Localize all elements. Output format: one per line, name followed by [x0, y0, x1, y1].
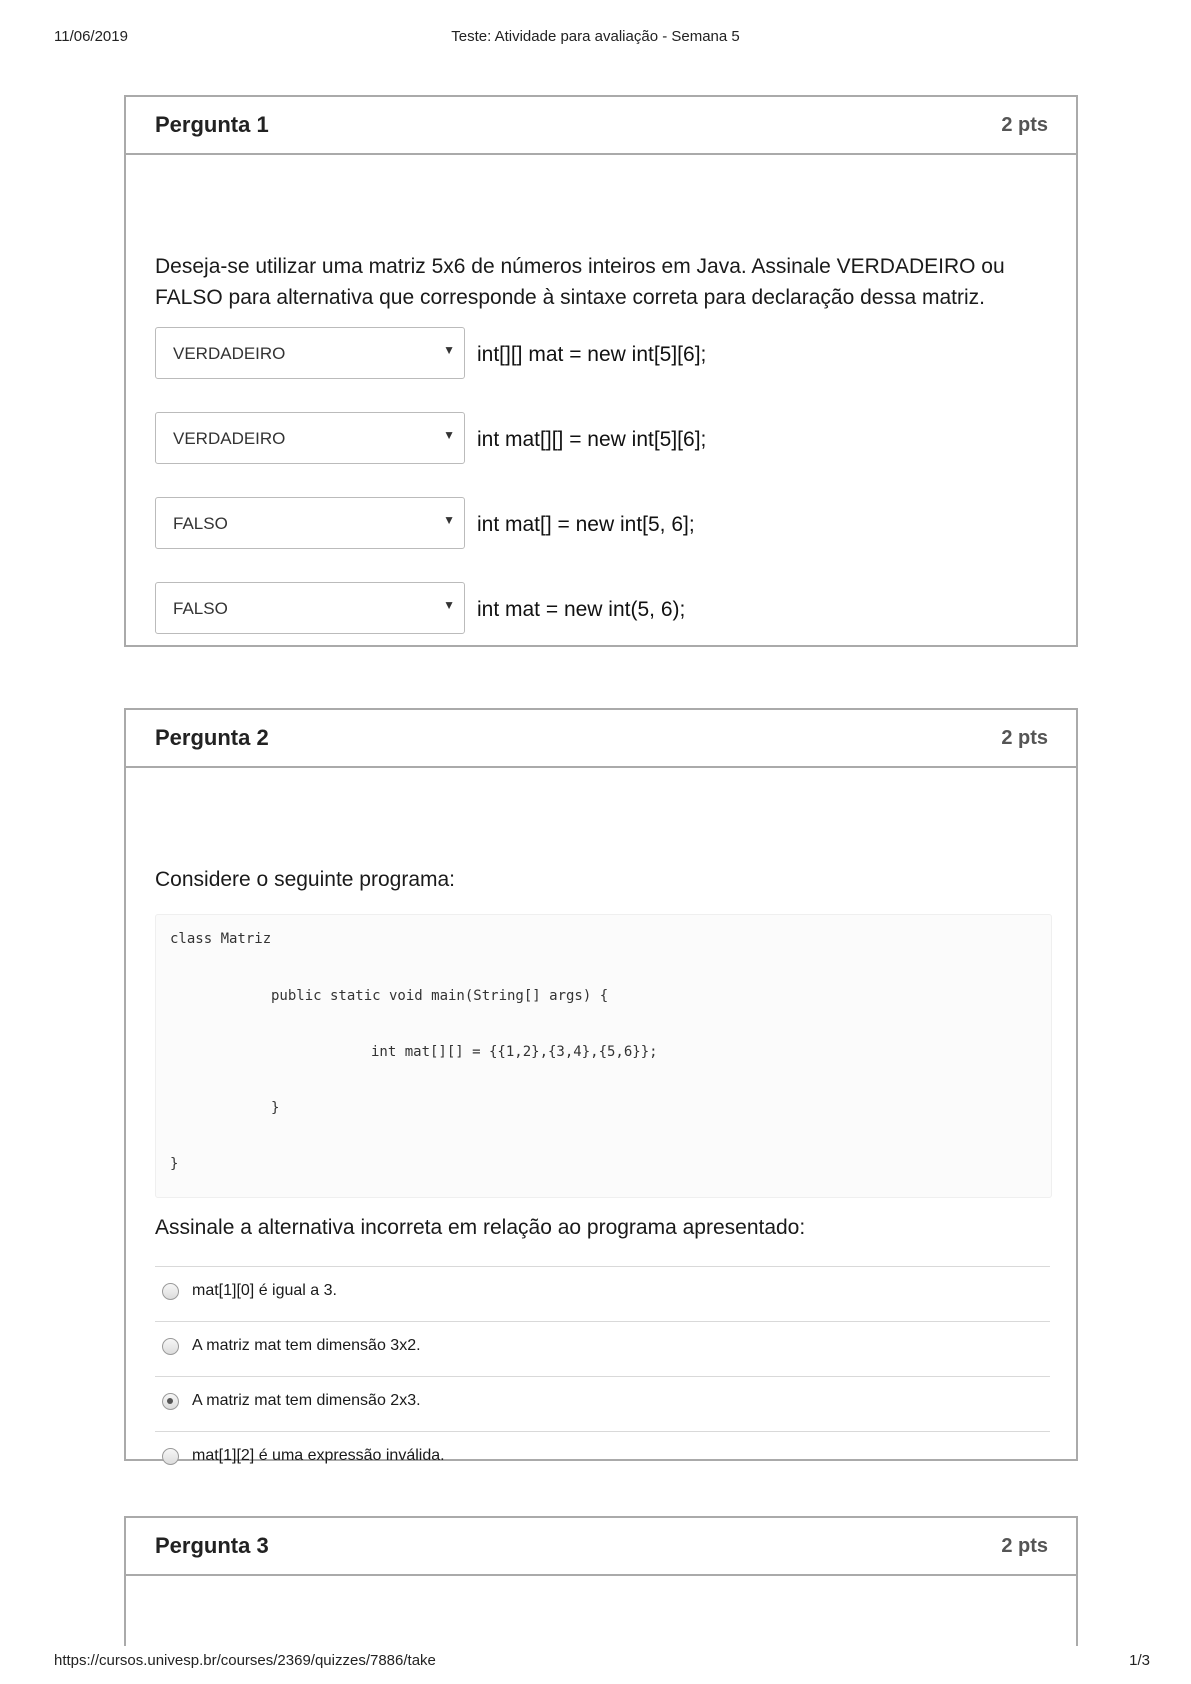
question-1-text-line-2: FALSO para alternativa que corresponde à sintaxe correta para declaração dessa matriz.: [155, 286, 985, 309]
question-1-title: Pergunta 1: [155, 112, 269, 137]
question-3-header: [126, 1518, 1076, 1576]
answer-option-4[interactable]: [155, 1431, 1050, 1486]
print-header: [0, 28, 1191, 52]
question-2: [124, 708, 1078, 1464]
print-date: 11/06/2019: [54, 28, 128, 45]
question-1-text: [155, 251, 1055, 313]
answer-option-3-label: A matriz mat tem dimensão 2x3.: [192, 1392, 421, 1409]
code-line-5: }: [170, 1156, 179, 1172]
radio-button-3-selected[interactable]: [162, 1393, 179, 1410]
question-2-title: Pergunta 2: [155, 725, 269, 750]
answer-option-3[interactable]: [155, 1376, 1050, 1431]
chevron-down-icon: ▼: [443, 428, 455, 442]
answer-option-4-label: mat[1][2] é uma expressão inválida.: [192, 1447, 445, 1464]
radio-button-4[interactable]: [162, 1448, 179, 1465]
question-3-points: 2 pts: [1001, 1535, 1048, 1557]
question-3-title: Pergunta 3: [155, 1533, 269, 1558]
dropdown-row-1: [155, 327, 1035, 381]
question-2-prompt: Assinale a alternativa incorreta em relação ao programa apresentado:: [155, 1216, 806, 1239]
answer-dropdown-1[interactable]: [155, 327, 465, 379]
statement-2: int mat[][] = new int[5][6];: [477, 428, 707, 451]
dropdown-row-4: [155, 582, 1035, 636]
code-line-3: int mat[][] = {{1,2},{3,4},{5,6}};: [371, 1044, 658, 1060]
answer-dropdown-2[interactable]: [155, 412, 465, 464]
statement-4: int mat = new int(5, 6);: [477, 598, 686, 621]
chevron-down-icon: ▼: [443, 598, 455, 612]
answer-dropdown-3-value: FALSO: [173, 514, 228, 533]
answer-option-2-label: A matriz mat tem dimensão 3x2.: [192, 1337, 421, 1354]
question-1-points: 2 pts: [1001, 114, 1048, 136]
answer-option-1[interactable]: [155, 1266, 1050, 1321]
code-block: [155, 914, 1052, 1198]
answer-dropdown-3[interactable]: [155, 497, 465, 549]
dropdown-row-3: [155, 497, 1035, 551]
question-2-intro: Considere o seguinte programa:: [155, 868, 456, 891]
radio-button-1[interactable]: [162, 1283, 179, 1300]
question-1: [124, 95, 1078, 647]
answer-dropdown-1-value: VERDADEIRO: [173, 344, 286, 363]
dropdown-row-2: [155, 412, 1035, 466]
radio-button-2[interactable]: [162, 1338, 179, 1355]
answer-option-2[interactable]: [155, 1321, 1050, 1376]
statement-1: int[][] mat = new int[5][6];: [477, 343, 707, 366]
chevron-down-icon: ▼: [443, 343, 455, 357]
code-line-2: public static void main(String[] args) {: [271, 988, 609, 1004]
code-line-1: class Matriz: [170, 931, 272, 947]
print-url: https://cursos.univesp.br/courses/2369/quizzes/7886/take: [54, 1652, 436, 1669]
answer-dropdown-4[interactable]: [155, 582, 465, 634]
print-page-number: 1/3: [1129, 1652, 1150, 1669]
question-1-text-line-1: Deseja-se utilizar uma matriz 5x6 de números inteiros em Java. Assinale VERDADEIRO ou: [155, 255, 1005, 278]
question-1-header: [126, 97, 1076, 155]
answer-dropdown-4-value: FALSO: [173, 599, 228, 618]
statement-3: int mat[] = new int[5, 6];: [477, 513, 695, 536]
print-page-title: Teste: Atividade para avaliação - Semana 5: [451, 28, 740, 45]
answer-option-1-label: mat[1][0] é igual a 3.: [192, 1282, 337, 1299]
question-2-points: 2 pts: [1001, 727, 1048, 749]
question-2-header: [126, 710, 1076, 768]
chevron-down-icon: ▼: [443, 513, 455, 527]
answer-dropdown-2-value: VERDADEIRO: [173, 429, 286, 448]
question-3: [124, 1516, 1078, 1646]
code-line-4: }: [271, 1100, 280, 1116]
